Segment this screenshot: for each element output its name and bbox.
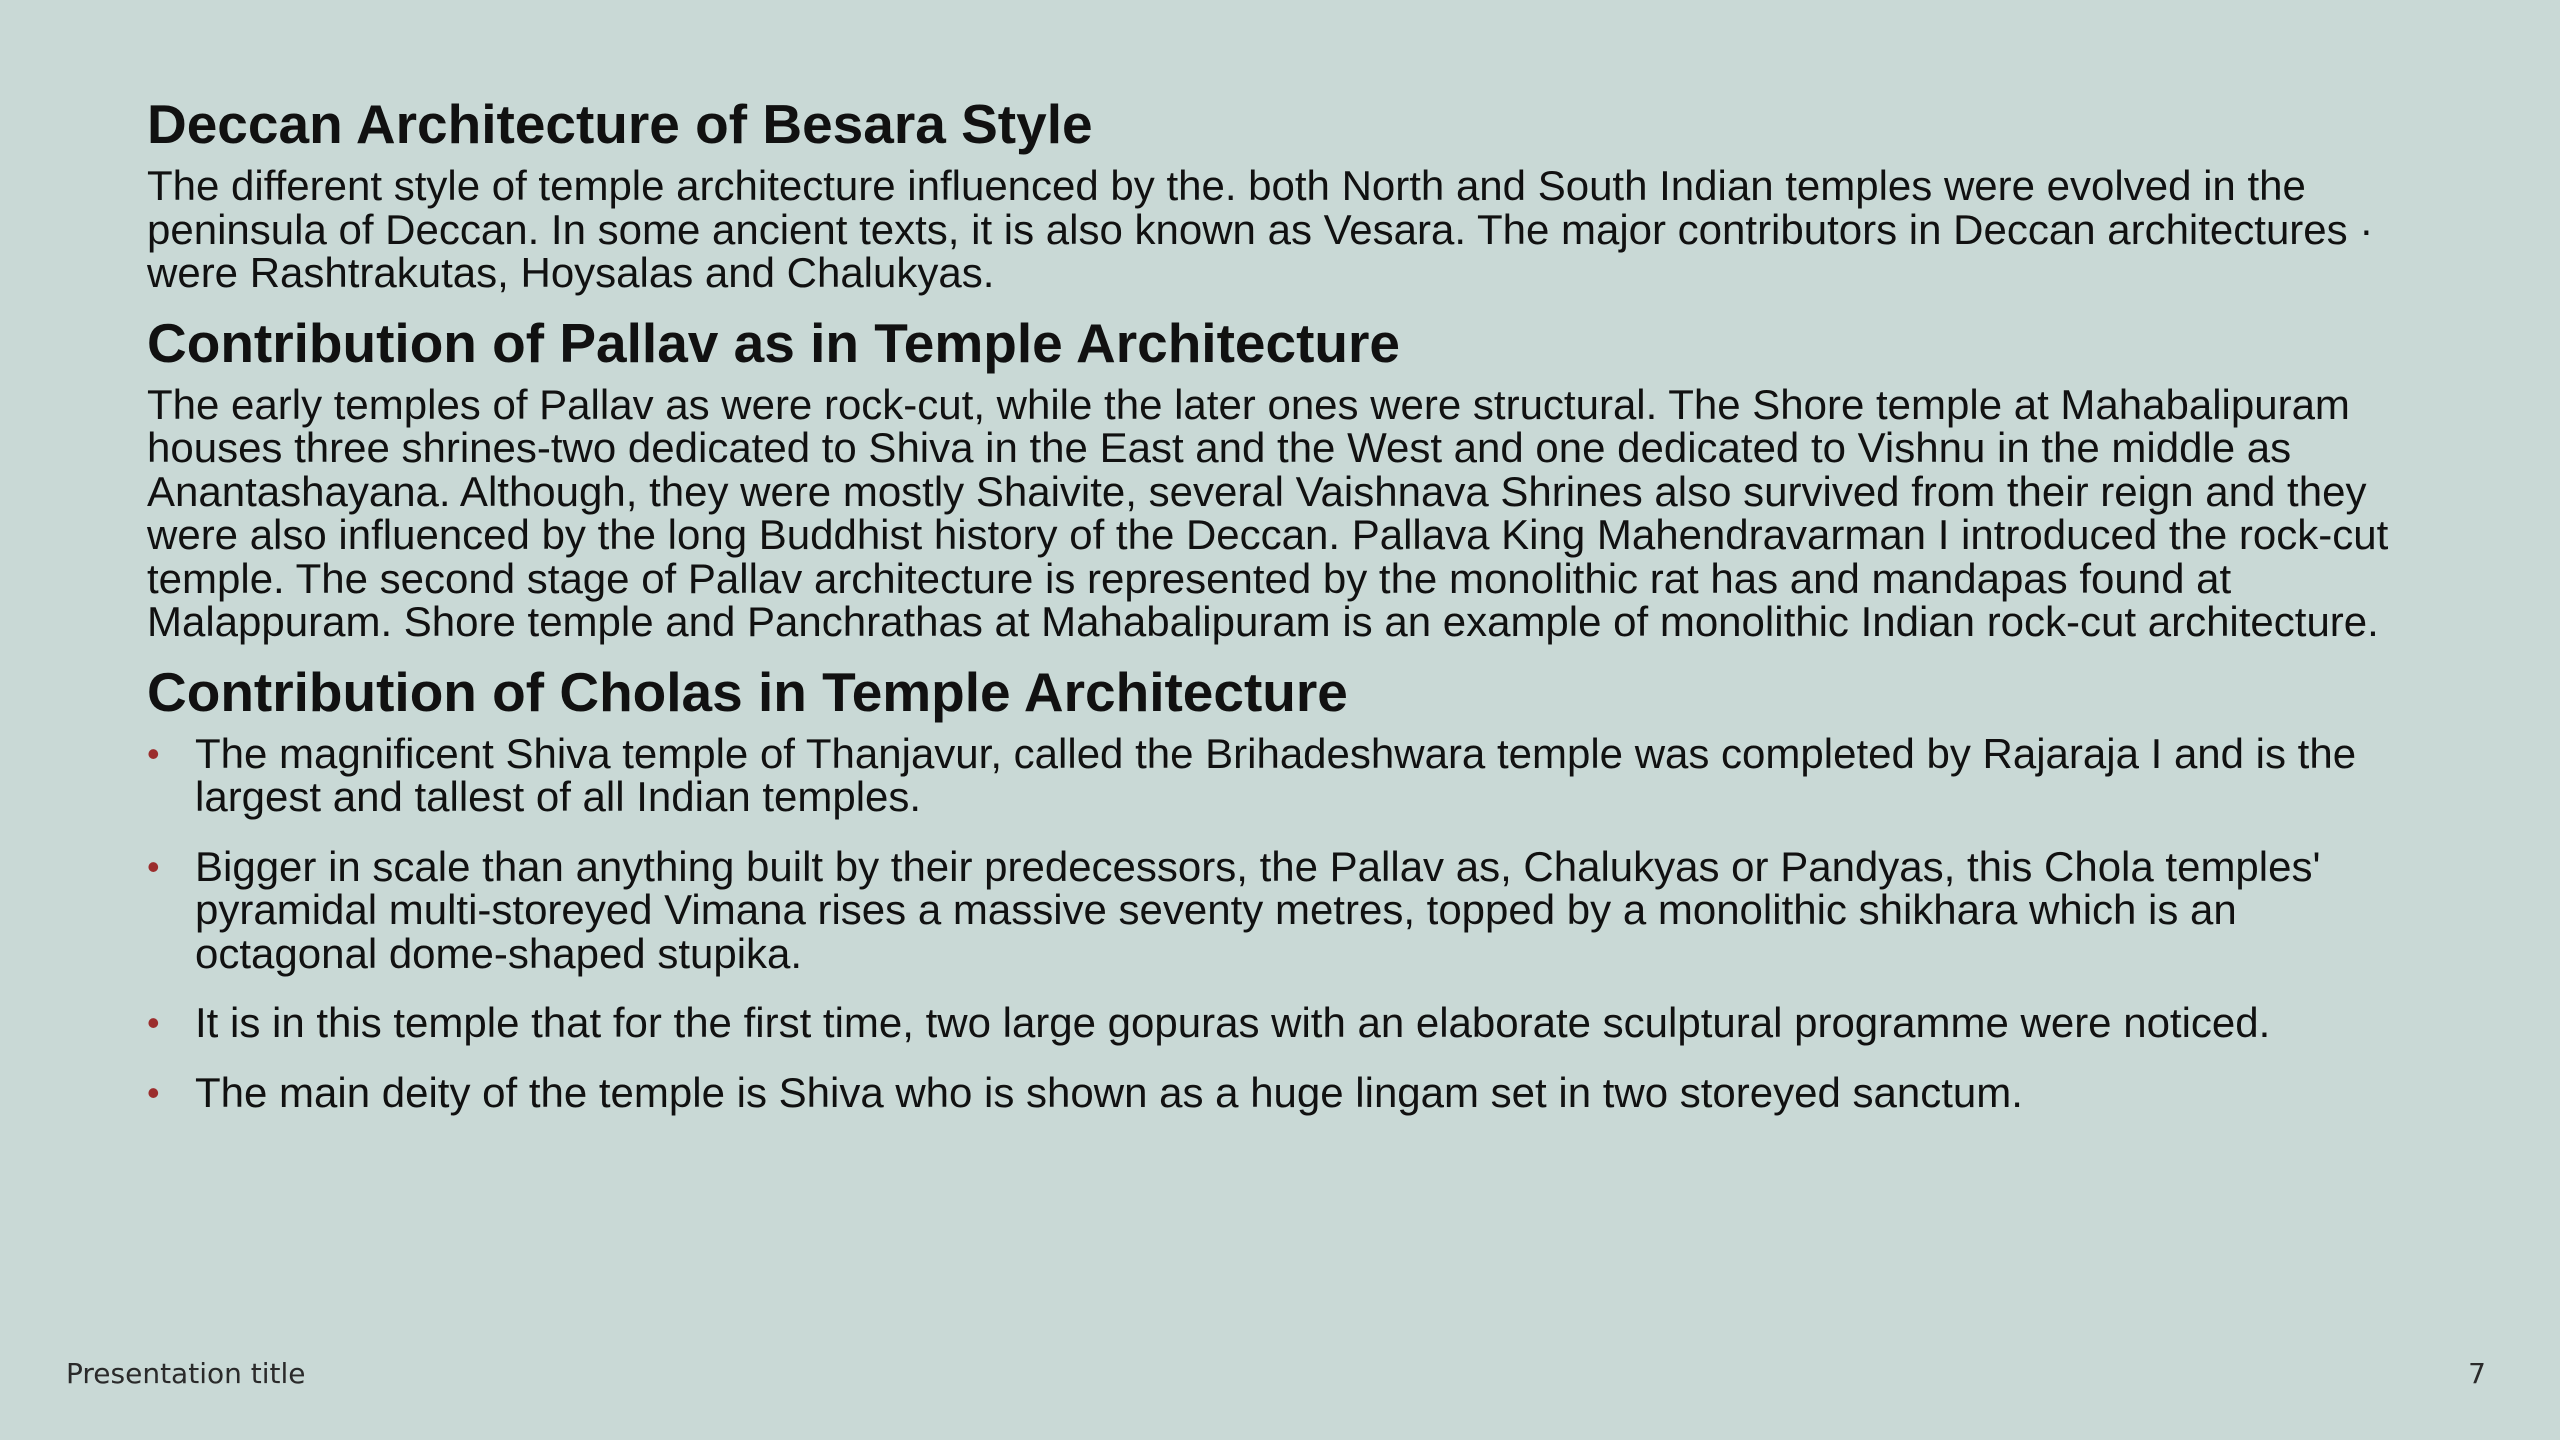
list-item bbox=[147, 1068, 2427, 1116]
bullet-text: Bigger in scale than anything built by their predecessors, the Pallav as, Chalukyas or Pandyas, this Chola temples' pyramidal multi-storeyed Vimana rises a massive seventy metres, topped by a monolithic shikhara which is an octagonal dome-shaped stupika. bbox=[195, 842, 2321, 977]
section-heading-cholas: Contribution of Cholas in Temple Architecture bbox=[147, 660, 1348, 723]
bullet-text: The magnificent Shiva temple of Thanjavur, called the Brihadeshwara temple was completed by Rajaraja I and is the largest and tallest of all Indian temples. bbox=[195, 729, 2357, 820]
list-item bbox=[147, 842, 2427, 977]
section-body-deccan: The different style of temple architecture influenced by the. both North and South Indian temples were evolved in the peninsula of Deccan. In some ancient texts, it is also known as Vesara. The major contributors in Deccan architectures · were Rashtrakutas, Hoysalas and Chalukyas. bbox=[147, 162, 2374, 296]
section-heading-deccan: Deccan Architecture of Besara Style bbox=[147, 93, 1093, 155]
bullet-icon: • bbox=[147, 732, 160, 774]
cholas-bullet-list bbox=[147, 729, 2427, 1116]
footer-presentation-title: Presentation title bbox=[66, 1357, 306, 1390]
bullet-icon: • bbox=[147, 845, 160, 887]
list-item bbox=[147, 1001, 2427, 1045]
slide-content bbox=[147, 90, 2427, 1140]
list-item bbox=[147, 729, 2427, 820]
bullet-icon: • bbox=[147, 1002, 160, 1043]
bullet-text: The main deity of the temple is Shiva who is shown as a huge lingam set in two storeyed sanctum. bbox=[195, 1068, 2023, 1116]
section-body-pallavas: The early temples of Pallav as were rock-cut, while the later ones were structural. The Shore temple at Mahabalipuram houses three shrines-two dedicated to Shiva in the East and the West and one dedicated to Vishnu in the middle as Anantashayana. Although, they were mostly Shaivite, several Vaishnava Shrines also survived from their reign and they were also influenced by the long Buddhist history of the Deccan. Pallava King Mahendravarman I introduced the rock-cut temple. The second stage of Pallav architecture is represented by the monolithic rat has and mandapas found at Malappuram. Shore temple and Panchrathas at Mahabalipuram is an example of monolithic Indian rock-cut architecture. bbox=[147, 380, 2389, 645]
section-heading-pallavas: Contribution of Pallav as in Temple Architecture bbox=[147, 311, 1400, 374]
bullet-icon: • bbox=[147, 1071, 160, 1113]
bullet-text: It is in this temple that for the first time, two large gopuras with an elaborate sculptural programme were noticed. bbox=[195, 999, 2271, 1046]
page-number: 7 bbox=[2468, 1357, 2486, 1390]
